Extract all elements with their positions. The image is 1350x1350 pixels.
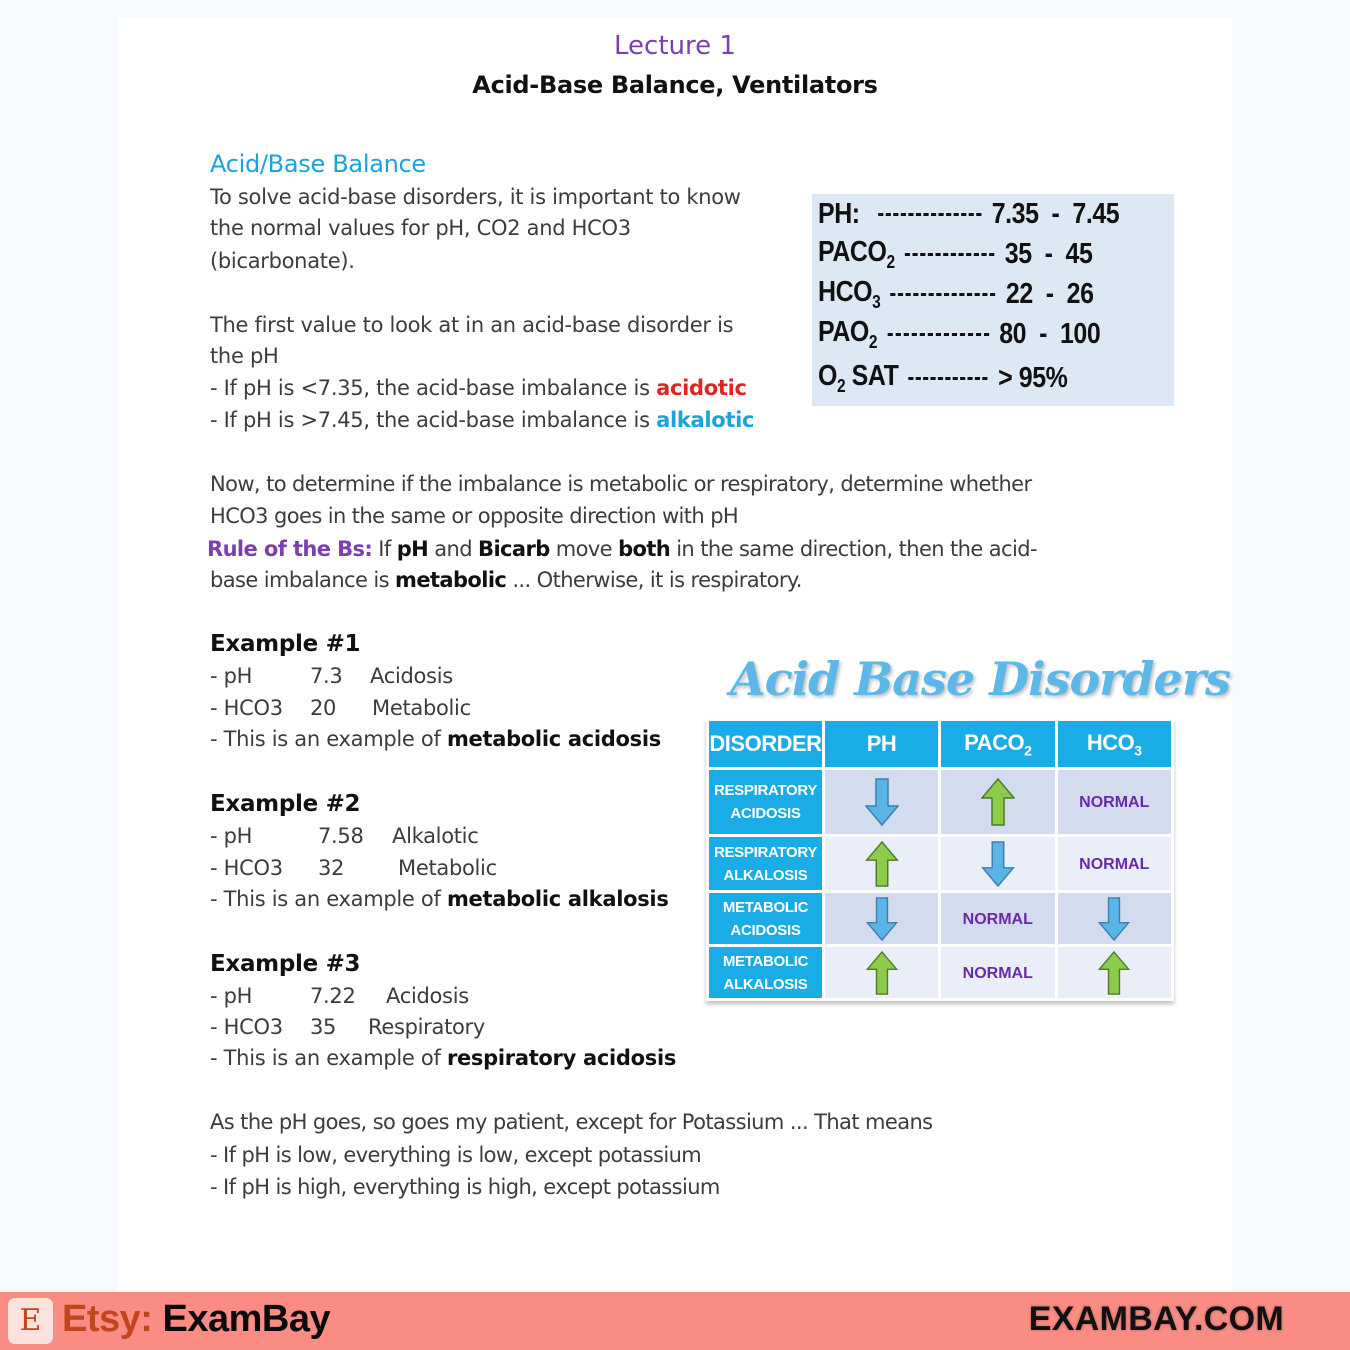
paco2-cell [941, 837, 1054, 890]
rule-of-bs-line: Rule of the Bs: If pH and Bicarb move both in the same direction, then the acid- [207, 537, 1037, 561]
normal-label: $O_2$ SAT [818, 359, 899, 396]
example-3-hco3: - HCO3 35 Respiratory [210, 1015, 486, 1039]
up-arrow-icon [865, 841, 899, 887]
alkalotic-highlight: alkalotic [656, 408, 755, 432]
alkalotic-rule-text: - If pH is >7.45, the acid-base imbalance is [210, 408, 657, 432]
acidotic-rule [210, 376, 747, 400]
normal-range: 7.35 - 7.45 [991, 197, 1120, 230]
normal-value-row-ph [818, 194, 1119, 234]
potassium-line: As the pH goes, so goes my patient, except for Potassium ... That means [210, 1110, 933, 1134]
intro-line: (bicarbonate). [210, 249, 355, 273]
normal-value-row-paco2 [818, 234, 1092, 274]
header-hco3: $HCO_3$ [1058, 721, 1172, 767]
example-3-title: Example #3 [210, 951, 361, 977]
example-2-conclusion: - This is an example of metabolic alkalosis [210, 887, 669, 911]
table-row [709, 893, 1171, 944]
rule-of-bs-line: base imbalance is metabolic ... Otherwise, it is respiratory. [210, 568, 802, 592]
ph-cell [825, 837, 938, 890]
disorders-table-title: Acid Base Disorders [730, 652, 1230, 706]
acidotic-rule-text: - If pH is <7.35, the acid-base imbalance is [210, 376, 657, 400]
header-disorder: DISORDER [709, 721, 822, 767]
etsy-shop-link[interactable]: Etsy: ExamBay [62, 1298, 331, 1340]
hco3-cell [1058, 947, 1172, 998]
normal-value-row-pao2 [818, 314, 1100, 354]
table-header-row [709, 721, 1171, 767]
down-arrow-icon [865, 897, 899, 941]
disorders-table [706, 718, 1174, 1001]
table-row [709, 947, 1171, 998]
table-row [709, 837, 1171, 890]
acidotic-highlight: acidotic [656, 376, 747, 400]
normal-label: PH: [818, 197, 860, 230]
header-paco2: $PACO_2$ [941, 721, 1054, 767]
intro-line: the normal values for pH, CO2 and HCO3 [210, 216, 631, 240]
ph-cell [825, 770, 938, 834]
down-arrow-icon [865, 778, 899, 826]
example-2-ph: - pH 7.58 Alkalotic [210, 824, 479, 848]
up-arrow-icon [865, 951, 899, 995]
example-3-ph: - pH 7.22 Acidosis [210, 984, 469, 1008]
potassium-line: - If pH is low, everything is low, except potassium [210, 1143, 702, 1167]
hco3-cell: NORMAL [1058, 837, 1172, 890]
dash-leader [878, 213, 981, 216]
up-arrow-icon [1097, 951, 1131, 995]
normal-range: 35 - 45 [1004, 237, 1093, 270]
normal-label: $PACO_2$ [818, 235, 895, 272]
website-link[interactable]: EXAMBAY.COM [1028, 1300, 1284, 1338]
rule-of-bs-label: Rule of the Bs: [207, 537, 373, 561]
normal-value-row-hco3 [818, 274, 1094, 314]
example-2-hco3: - HCO3 32 Metabolic [210, 856, 497, 880]
ph-cell [825, 893, 938, 944]
disorder-name: METABOLIC ACIDOSIS [709, 893, 822, 944]
section-heading: Acid/Base Balance [210, 150, 426, 178]
normal-label: $PAO_2$ [818, 315, 878, 352]
determine-line: HCO3 goes in the same or opposite direction with pH [210, 504, 739, 528]
normal-range: 22 - 26 [1005, 277, 1094, 310]
footer-bar [0, 1292, 1350, 1350]
example-1-hco3: - HCO3 20 Metabolic [210, 696, 471, 720]
example-2-title: Example #2 [210, 791, 361, 817]
lecture-number: Lecture 1 [614, 31, 736, 61]
example-1-conclusion: - This is an example of metabolic acidosis [210, 727, 661, 751]
alkalotic-rule [210, 408, 754, 432]
normal-range: > 95% [998, 361, 1068, 394]
first-value-line: The first value to look at in an acid-base disorder is [210, 313, 734, 337]
down-arrow-icon [1097, 897, 1131, 941]
dash-leader [887, 333, 988, 336]
paco2-cell: NORMAL [941, 947, 1054, 998]
normal-value-row-o2sat [818, 358, 1067, 398]
dash-leader [909, 377, 988, 380]
header-ph: PH [825, 721, 938, 767]
normal-range: 80 - 100 [999, 317, 1101, 350]
example-1-title: Example #1 [210, 631, 361, 657]
lecture-title: Acid-Base Balance, Ventilators [472, 71, 878, 99]
hco3-cell [1058, 893, 1172, 944]
paco2-cell: NORMAL [941, 893, 1054, 944]
dash-leader [905, 253, 994, 256]
up-arrow-icon [981, 778, 1015, 826]
first-value-line: the pH [210, 344, 279, 368]
down-arrow-icon [981, 841, 1015, 887]
hco3-cell: NORMAL [1058, 770, 1172, 834]
normal-label: $HCO_3$ [818, 275, 881, 312]
example-3-conclusion: - This is an example of respiratory acidosis [210, 1046, 677, 1070]
disorder-name: RESPIRATORY ACIDOSIS [709, 770, 822, 834]
disorder-name: METABOLIC ALKALOSIS [709, 947, 822, 998]
example-1-ph: - pH 7.3 Acidosis [210, 664, 453, 688]
table-row [709, 770, 1171, 834]
normal-values-box [812, 194, 1174, 406]
disorder-name: RESPIRATORY ALKALOSIS [709, 837, 822, 890]
determine-line: Now, to determine if the imbalance is metabolic or respiratory, determine whether [210, 472, 1032, 496]
paco2-cell [941, 770, 1054, 834]
potassium-line: - If pH is high, everything is high, except potassium [210, 1175, 720, 1199]
ph-cell [825, 947, 938, 998]
intro-line: To solve acid-base disorders, it is important to know [210, 185, 741, 209]
etsy-logo-icon: E [8, 1298, 53, 1344]
dash-leader [891, 293, 996, 296]
